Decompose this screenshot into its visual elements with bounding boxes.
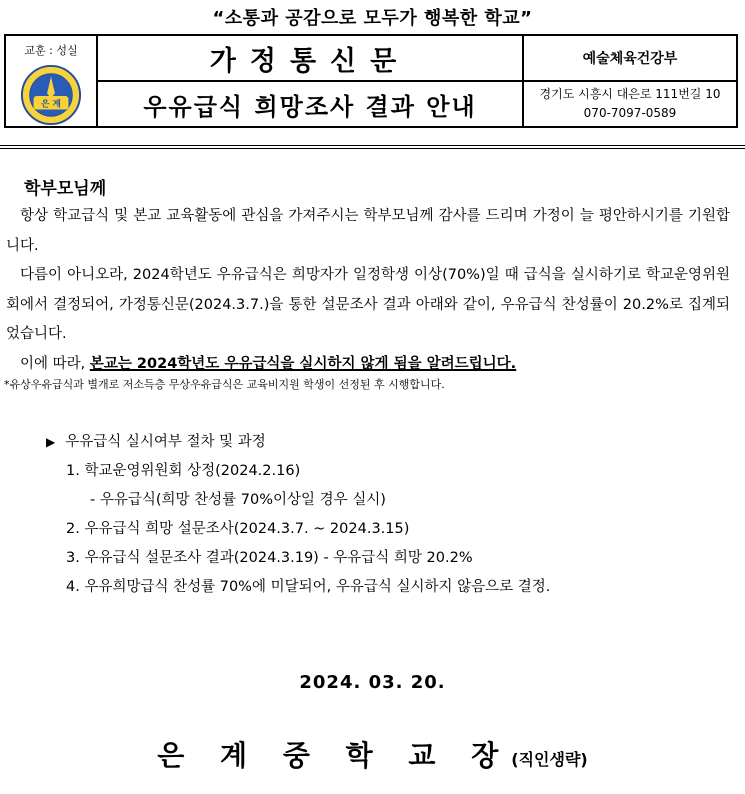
procedure-step-1-detail: - 우유급식(희망 찬성률 70%이상일 경우 실시) [90, 492, 386, 508]
procedure-step-3: 3. 우유급식 설문조사 결과(2024.3.19) - 우유급식 희망 20.2% [66, 550, 473, 566]
department-name: 예술체육건강부 [524, 36, 736, 82]
school-motto-label: 교훈 : 성실 [24, 44, 78, 57]
decision-prefix: 이에 따라, [20, 355, 90, 372]
school-info-cell [6, 36, 98, 126]
procedure-heading [46, 428, 550, 457]
newsletter-subtitle: 우유급식 희망조사 결과 안내 [143, 92, 477, 121]
contact-cell [524, 36, 736, 126]
title-cell [98, 36, 524, 126]
signature-block [0, 734, 745, 774]
school-phone: 070-7097-0589 [583, 106, 677, 120]
divider-line-bottom [0, 148, 745, 149]
issue-date: 2024. 03. 20. [299, 672, 446, 693]
school-motto-banner: “소통과 공감으로 모두가 행복한 학교” [212, 8, 533, 29]
paragraph-decision [6, 350, 730, 380]
footnote: *유상우유급식과 별개로 저소득층 무상우유급식은 교육비지원 학생이 선정된 후 시행합니다. [4, 378, 445, 391]
divider-line-top [0, 145, 745, 146]
seal-omitted-note: (직인생략) [511, 750, 588, 769]
principal-title: 은 계 중 학 교 장 [157, 739, 512, 772]
school-emblem-icon [19, 64, 83, 126]
newsletter-title: 가정통신문 [98, 36, 522, 82]
paragraph-survey-result: 다름이 아니오라, 2024학년도 우유급식은 희망자가 일정학생 이상(70%)일 때 급식을 실시하기로 학교운영위원회에서 결정되어, 가정통신문(2024.3.7.)을 통한 설문조사 결과 아래와 같이, 우유급식 찬성률이 20.2%로 집계되었습니다. [6, 267, 730, 342]
decision-emphasis: 본교는 2024학년도 우유급식을 실시하지 않게 됨을 알려드립니다. [89, 355, 517, 372]
newsletter-header [4, 34, 738, 128]
procedure-list [46, 428, 550, 602]
paragraph-greeting: 항상 학교급식 및 본교 교육활동에 관심을 가져주시는 학부모님께 감사를 드리며 가정이 늘 평안하시기를 기원합니다. [6, 208, 730, 254]
triangle-bullet-icon: ▶ [46, 435, 56, 449]
procedure-step-2: 2. 우유급식 희망 설문조사(2024.3.7. ~ 2024.3.15) [66, 521, 410, 537]
salutation: 학부모님께 [24, 179, 107, 199]
letter-body [6, 202, 730, 379]
procedure-step-4: 4. 우유희망급식 찬성률 70%에 미달되어, 우유급식 실시하지 않음으로 결정. [66, 579, 551, 595]
procedure-heading-text: 우유급식 실시여부 절차 및 과정 [65, 434, 266, 450]
emblem-text: 은 계 [41, 99, 61, 110]
contact-info [524, 82, 736, 126]
procedure-step-1: 1. 학교운영위원회 상정(2024.2.16) [66, 463, 301, 479]
school-address: 경기도 시흥시 대은로 111번길 10 [539, 87, 721, 101]
